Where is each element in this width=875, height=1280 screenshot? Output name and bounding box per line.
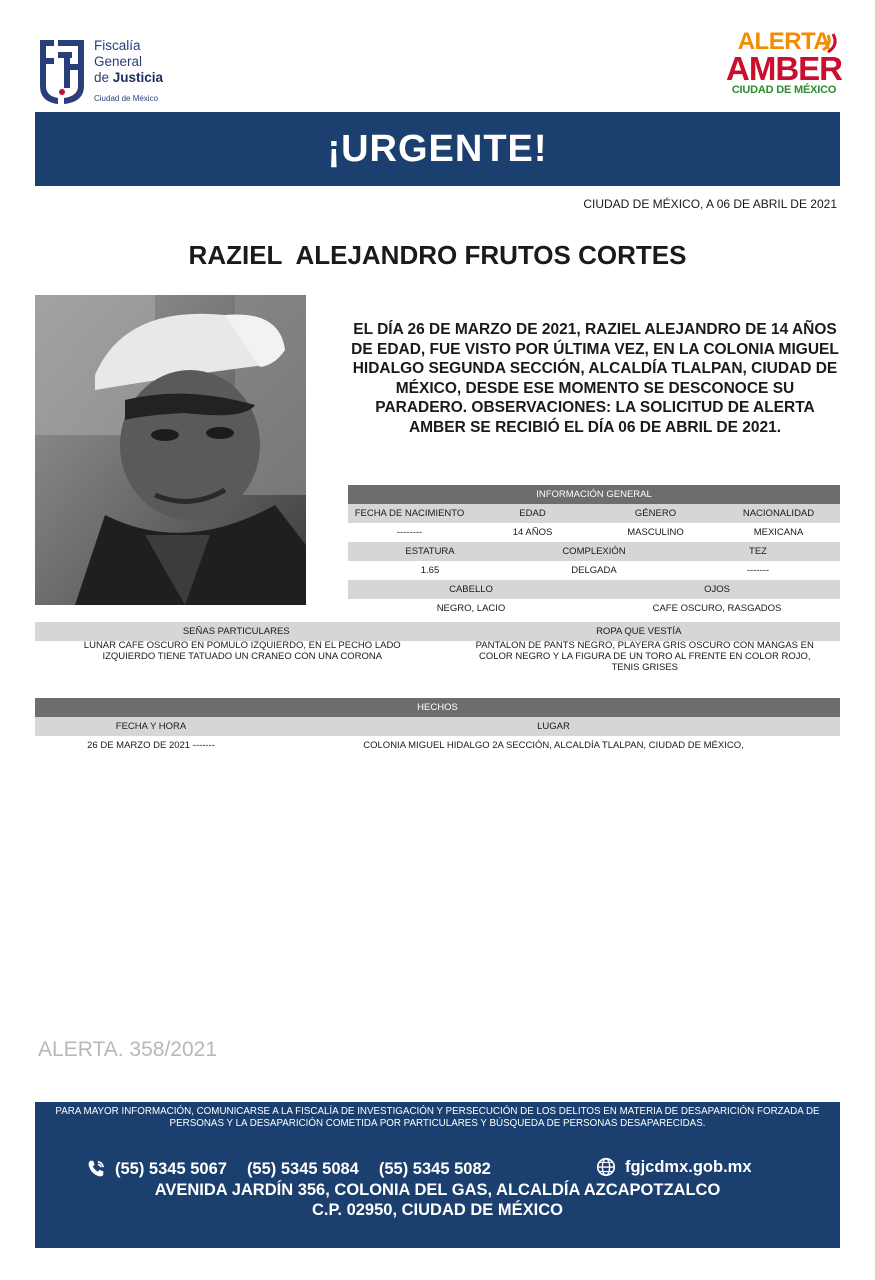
fecha-nacimiento-label: FECHA DE NACIMIENTO <box>354 508 465 519</box>
fecha-nacimiento-value: -------- <box>396 527 423 538</box>
ropa-label: ROPA QUE VESTÍA <box>596 626 682 637</box>
estatura-value: 1.65 <box>420 565 440 576</box>
phone-icon <box>85 1158 107 1180</box>
alerta-amber-logo <box>724 30 844 110</box>
features-header-row <box>35 622 840 641</box>
signal-waves-icon <box>820 32 842 54</box>
globe-icon <box>595 1156 617 1178</box>
hechos-header <box>35 698 840 717</box>
hechos-fecha-label: FECHA Y HORA <box>115 721 187 732</box>
fgj-name <box>94 38 163 86</box>
hechos-fecha-value: 26 DE MARZO DE 2021 ------- <box>87 740 215 751</box>
senas-label: SEÑAS PARTICULARES <box>182 626 290 637</box>
phone-number-2[interactable]: (55) 5345 5084 <box>246 1159 359 1178</box>
nacionalidad-label: NACIONALIDAD <box>742 508 815 519</box>
website <box>595 1156 752 1178</box>
amber-line-2: AMBER <box>726 50 842 87</box>
tez-label: TEZ <box>749 546 767 557</box>
alert-number: ALERTA. 358/2021 <box>38 1038 218 1061</box>
phone-number-3[interactable]: (55) 5345 5082 <box>378 1159 491 1178</box>
amber-line-1: ALERTA <box>737 28 831 55</box>
fgj-line-3-bold: Justicia <box>112 70 164 85</box>
hechos-subheader <box>35 717 840 736</box>
address-line-1: AVENIDA JARDÍN 356, COLONIA DEL GAS, ALCALDÍA AZCAPOTZALCO <box>154 1181 721 1199</box>
info-title-row <box>348 485 840 504</box>
fgj-line-1: Fiscalía <box>94 38 141 53</box>
phone-list <box>85 1158 491 1180</box>
address-line-2: C.P. 02950, CIUDAD DE MÉXICO <box>312 1201 563 1219</box>
info-header-row-2 <box>348 542 840 561</box>
amber-line-3: CIUDAD DE MÉXICO <box>731 84 837 96</box>
senas-value: LUNAR CAFE OSCURO EN POMULO IZQUIERDO, EN EL PECHO LADO IZQUIERDO TIENE TATUADO UN CRANEO CON UNA CORONA <box>83 640 401 662</box>
info-header-row-1 <box>348 504 840 523</box>
features-header <box>35 622 840 641</box>
hechos-lugar-label: LUGAR <box>537 721 570 732</box>
info-value-row-2 <box>348 561 840 580</box>
cabello-label: CABELLO <box>449 584 493 595</box>
edad-label: EDAD <box>519 508 546 519</box>
hechos-title-row <box>35 698 840 717</box>
info-value-row-1 <box>348 523 840 542</box>
estatura-label: ESTATURA <box>405 546 455 557</box>
fgj-shield-icon <box>36 36 88 104</box>
ojos-value: CAFE OSCURO, RASGADOS <box>652 603 782 614</box>
nacionalidad-value: MEXICANA <box>753 527 804 538</box>
info-title: INFORMACIÓN GENERAL <box>536 489 652 500</box>
features-value-row <box>35 640 840 673</box>
contact-footer <box>35 1102 840 1248</box>
footer-info-text: PARA MAYOR INFORMACIÓN, COMUNICARSE A LA FISCALÍA DE INVESTIGACIÓN Y PERSECUCIÓN DE LOS DELITOS EN MATERIA DE DESAPARICIÓN FORZADA DE PERSONAS Y LA DESAPARICIÓN COMETIDA POR PARTICULARES Y BÚSQUEDA DE PERSONAS DESAPARECIDAS. <box>55 1106 820 1129</box>
info-value-row-3 <box>348 599 840 618</box>
genero-label: GÉNERO <box>634 508 677 519</box>
features-values <box>35 640 840 673</box>
fgj-line-3 <box>94 70 163 86</box>
info-header-row-3 <box>348 580 840 599</box>
hechos-label-row <box>35 717 840 736</box>
address <box>35 1180 840 1220</box>
general-info-table <box>348 485 840 618</box>
urgent-banner: ¡URGENTE! <box>35 112 840 186</box>
genero-value: MASCULINO <box>627 527 684 538</box>
website-link[interactable]: fgjcdmx.gob.mx <box>625 1157 752 1176</box>
hechos-values <box>35 736 840 755</box>
tez-value: ------- <box>746 565 770 576</box>
hechos-value-row <box>35 736 840 755</box>
fgj-logo <box>36 36 186 108</box>
ojos-label: OJOS <box>704 584 730 595</box>
complexion-label: COMPLEXIÓN <box>562 546 626 557</box>
fgj-line-2: General <box>94 54 143 69</box>
cabello-value: NEGRO, LACIO <box>436 603 506 614</box>
phone-number-1[interactable]: (55) 5345 5067 <box>115 1159 227 1178</box>
ropa-value: PANTALON DE PANTS NEGRO, PLAYERA GRIS OSCURO CON MANGAS EN COLOR NEGRO Y LA FIGURA DE UN TORO AL FRENTE EN COLOR ROJO, TENIS GRISES <box>475 640 814 673</box>
document-date: CIUDAD DE MÉXICO, A 06 DE ABRIL DE 2021 <box>583 197 837 211</box>
hechos-title: HECHOS <box>417 702 458 713</box>
missing-person-name: RAZIEL ALEJANDRO FRUTOS CORTES <box>188 240 687 270</box>
fgj-city: Ciudad de México <box>94 94 159 103</box>
edad-value: 14 AÑOS <box>512 527 553 538</box>
fgj-line-3-prefix: de <box>94 70 113 85</box>
complexion-value: DELGADA <box>571 565 617 576</box>
missing-person-photo <box>35 295 306 605</box>
case-description: EL DÍA 26 DE MARZO DE 2021, RAZIEL ALEJANDRO DE 14 AÑOS DE EDAD, FUE VISTO POR ÚLTIMA VEZ, EN LA COLONIA MIGUEL HIDALGO SEGUNDA SECCIÓN, ALCALDÍA TLALPAN, CIUDAD DE MÉXICO, DESDE ESE MOMENTO SE DESCONOCE SU PARADERO. OBSERVACIONES: LA SOLICITUD DE ALERTA AMBER SE RECIBIÓ EL DÍA 06 DE ABRIL DE 2021. <box>351 321 839 436</box>
hechos-lugar-value: COLONIA MIGUEL HIDALGO 2A SECCIÓN, ALCALDÍA TLALPAN, CIUDAD DE MÉXICO, <box>363 740 744 751</box>
